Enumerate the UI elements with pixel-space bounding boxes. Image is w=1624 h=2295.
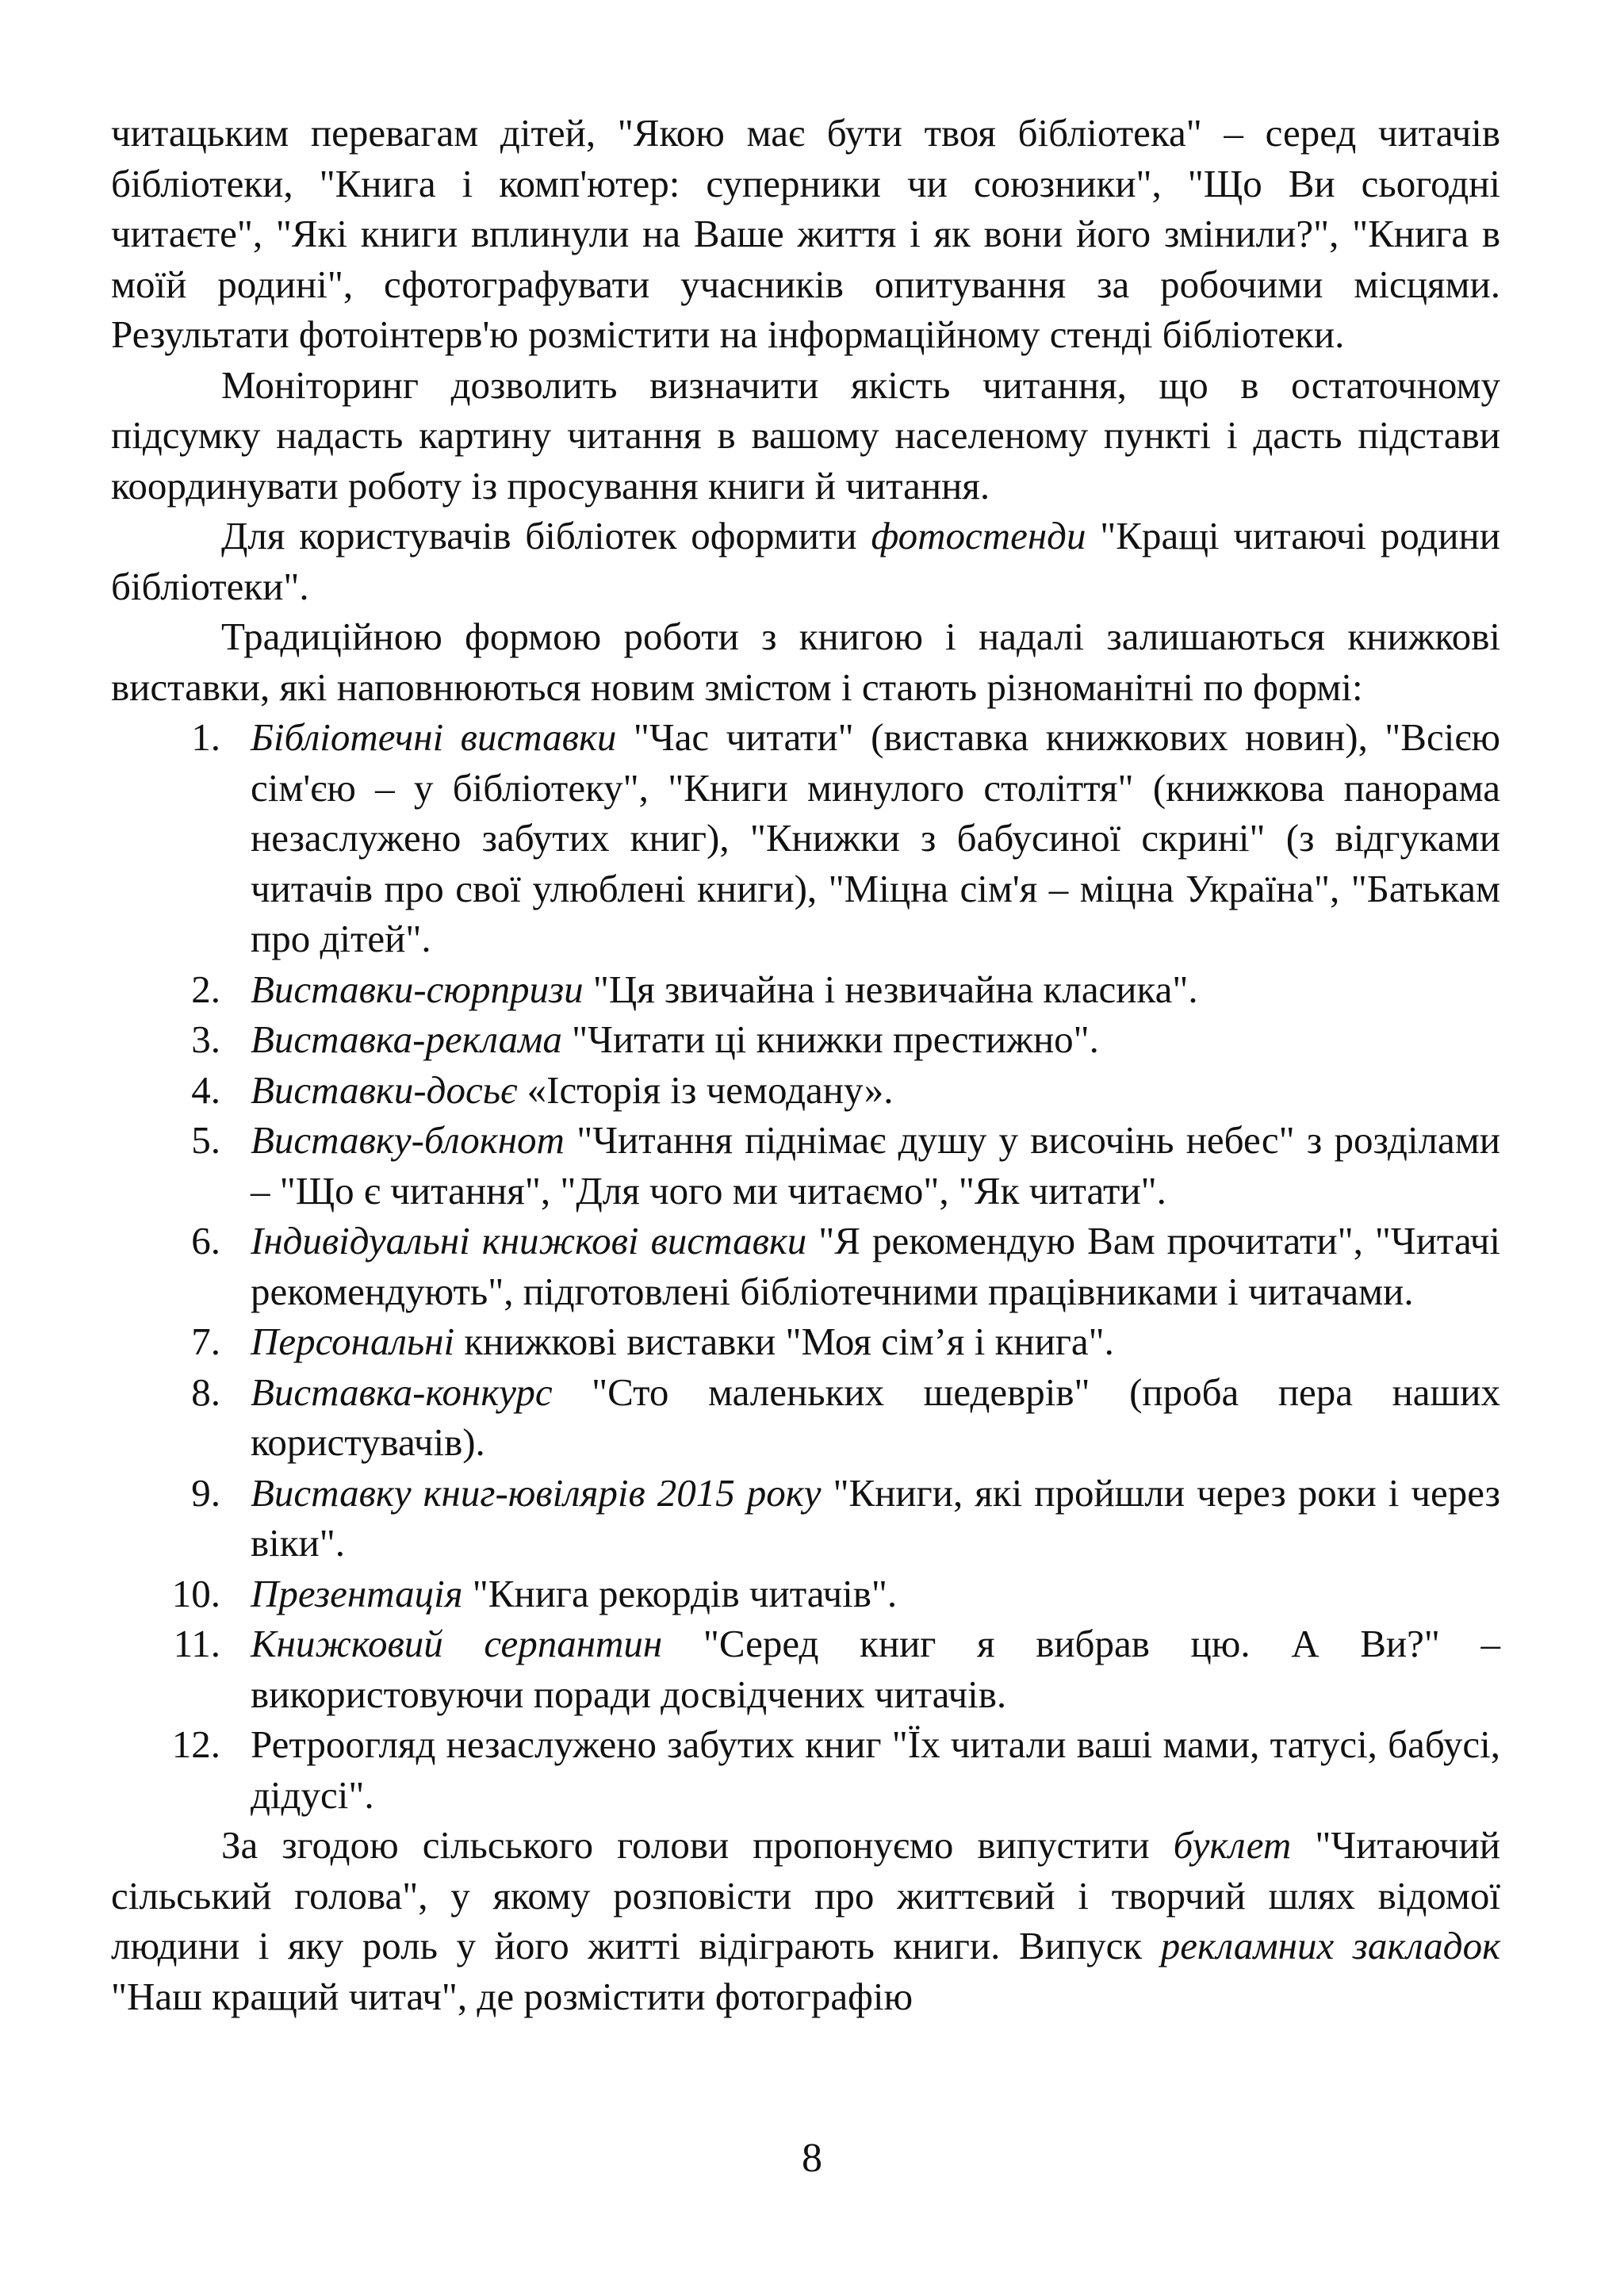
list-item: [111, 964, 1500, 1015]
list-item-text: "Час читати" (виставка книжкових новин), "Всією сім'єю – у бібліотеку", "Книги минулого століття" (книжкова панорама незаслужено забутих книг), "Книжки з бабусиної скрині" (з відгуками читачів про свої улюблені книги), "Міцна сім'я – міцна Україна", "Батькам про дітей".: [251, 715, 1500, 960]
list-item-title: Презентація: [251, 1571, 463, 1615]
list-number: 7.: [191, 1320, 220, 1363]
list-item: [111, 1316, 1500, 1367]
exhibitions-list: [111, 712, 1500, 1820]
text-segment: За згодою сільського голови пропонуємо випустити: [221, 1823, 1174, 1867]
list-number: 8.: [191, 1370, 220, 1414]
list-item-title: Персональні: [251, 1320, 455, 1363]
list-item-title: Індивідуальні книжкові виставки: [251, 1219, 807, 1262]
emphasis-text: фотостенди: [871, 514, 1086, 557]
list-item-text: "Я рекомендую Вам прочитати", "Читачі рекомендують", підготовлені бібліотечними працівниками і читачами.: [251, 1219, 1500, 1313]
paragraph-survey-topics: читацьким перевагам дітей, "Якою має бути твоя бібліотека" – серед читачів бібліотеки, "Книга і комп'ютер: суперники чи союзники", "Що Ви сьогодні читаєте", "Які книги вплинули на Ваше життя і як вони його змінили?", "Книга в моїй родині", сфотографувати учасників опитування за робочими місцями. Результати фотоінтерв'ю розмістити на інформаційному стенді бібліотеки.: [111, 111, 1500, 356]
list-item-title: Виставки-сюрпризи: [251, 967, 584, 1011]
list-item-text: "Ця звичайна і незвичайна класика".: [583, 967, 1198, 1011]
list-item: [111, 1468, 1500, 1569]
list-item-text: "Книга рекордів читачів".: [462, 1571, 898, 1615]
text-segment: "Наш кращий читач", де розмістити фотографію: [111, 1974, 914, 2018]
list-number: 4.: [191, 1067, 220, 1112]
list-number: 2.: [191, 967, 220, 1011]
paragraph-photo-stands: [111, 511, 1500, 611]
paragraph-exhibitions-intro: Традиційною формою роботи з книгою і надалі залишаються книжкові виставки, які наповнюються новим змістом і стають різноманітні по формі:: [111, 615, 1500, 709]
list-number: 12.: [171, 1722, 220, 1766]
list-number: 11.: [173, 1622, 220, 1665]
list-number: 10.: [171, 1571, 220, 1615]
list-item: [111, 1115, 1500, 1216]
list-item: [111, 1216, 1500, 1316]
list-item-text: "Читання піднімає душу у височінь небес" з розділами – "Що є читання", "Для чого ми читаємо", "Як читати".: [251, 1118, 1500, 1213]
list-item-title: Виставки-досьє: [251, 1067, 518, 1112]
text-segment: "Кращі читаючі родини бібліотеки".: [111, 514, 1500, 608]
page-number: 8: [802, 2136, 822, 2181]
list-item: [111, 1619, 1500, 1719]
list-number: 5.: [191, 1118, 220, 1162]
emphasis-text: буклет: [1173, 1823, 1292, 1867]
list-item-text: "Читати ці книжки престижно".: [561, 1017, 1099, 1061]
list-item-title: Виставка-реклама: [251, 1017, 562, 1061]
text-segment: "Читаючий сільський голова", у якому розповісти про життєвий і творчий шлях відомої людини і яку роль у його житті відіграють книги. Випуск: [111, 1823, 1500, 1967]
list-item-text: "Сто маленьких шедеврів" (проба пера наших користувачів).: [251, 1370, 1500, 1464]
list-item-title: Виставка-конкурс: [251, 1370, 553, 1414]
list-item-text: «Історія із чемодану».: [517, 1067, 894, 1112]
list-item: [111, 1367, 1500, 1468]
list-item: [111, 1719, 1500, 1820]
emphasis-text: рекламних закладок: [1160, 1924, 1500, 1967]
list-number: 9.: [191, 1470, 220, 1515]
list-number: 6.: [191, 1219, 220, 1262]
text-segment: Для користувачів бібліотек оформити: [221, 514, 871, 557]
list-item: [111, 1065, 1500, 1116]
document-page: [111, 108, 1500, 2021]
list-number: 1.: [191, 715, 220, 759]
list-item-title: Виставку книг-ювілярів 2015 року: [251, 1470, 822, 1515]
paragraph-monitoring: Моніторинг дозволить визначити якість читання, що в остаточному підсумку надасть картину читання в вашому населеному пункті і дасть підстави координувати роботу із просування книги й читання.: [111, 362, 1500, 508]
list-item-title: Книжковий серпантин: [251, 1622, 663, 1665]
list-item-text: "Книги, які пройшли через роки і через віки".: [251, 1470, 1501, 1565]
list-item-title: Бібліотечні виставки: [251, 715, 617, 759]
list-item-text: книжкові виставки "Моя сім’я і книга".: [454, 1320, 1114, 1363]
list-item: [111, 1569, 1500, 1619]
list-item: [111, 1014, 1500, 1065]
list-item-title: Виставку-блокнот: [251, 1118, 565, 1162]
list-item: [111, 712, 1500, 964]
list-item-text: "Серед книг я вибрав цю. А Ви?" – використовуючи поради досвідчених читачів.: [251, 1622, 1500, 1716]
paragraph-booklet: [111, 1820, 1500, 2021]
list-number: 3.: [191, 1017, 220, 1061]
list-item-text: Ретроогляд незаслужено забутих книг "Їх читали ваші мами, татусі, бабусі, дідусі".: [251, 1722, 1500, 1817]
